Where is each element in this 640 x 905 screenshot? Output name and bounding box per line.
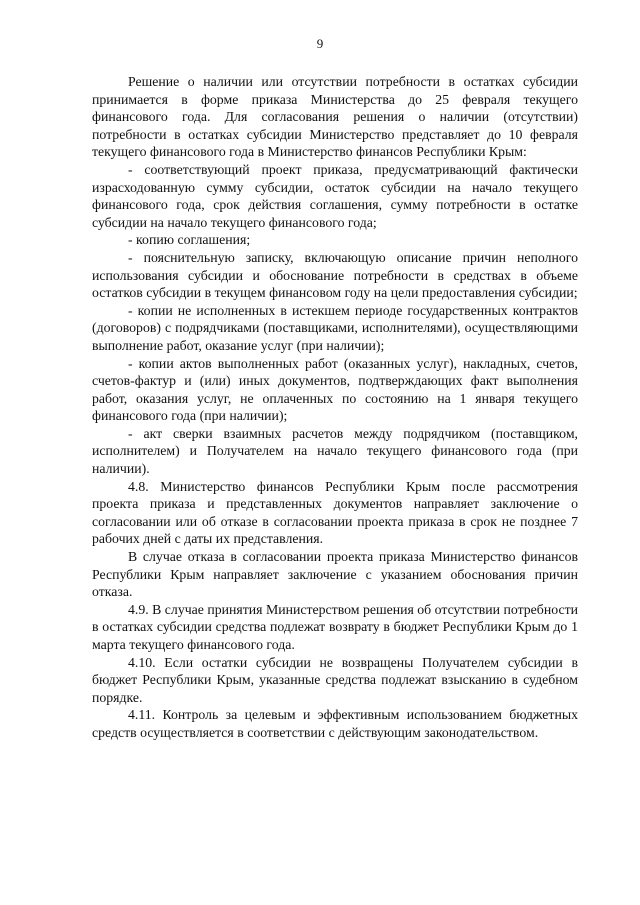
list-item-reconciliation-act: - акт сверки взаимных расчетов между подрядчиком (поставщиком, исполнителем) и Получателем на начало текущего финансового года (при наличии). — [92, 425, 578, 477]
paragraph-4-11: 4.11. Контроль за целевым и эффективным использованием бюджетных средств осуществляется в соответствии с действующим законодательством. — [92, 707, 578, 740]
paragraph-4-9: 4.9. В случае принятия Министерством решения об отсутствии потребности в остатках субсидии средства подлежат возврату в бюджет Республики Крым до 1 марта текущего финансового года. — [92, 601, 578, 652]
list-item-acts-copies: - копии актов выполненных работ (оказанных услуг), накладных, счетов, счетов-фактур и (или) иных документов, подтверждающих факт выполнения работ, оказания услуг, не оплаченных по состоянию на 1 января текущего финансового года (при наличии); — [92, 355, 578, 424]
list-item-explanatory-note: - пояснительную записку, включающую описание причин неполного использования субсидии и обоснование потребности в средствах в объеме остатков субсидии в текущем финансовом году на цели предоставления субсидии; — [92, 249, 578, 301]
list-item-agreement-copy: - копию соглашения; — [128, 232, 251, 248]
paragraph-subsidy-decision: Решение о наличии или отсутствии потребности в остатках субсидии принимается в форме приказа Министерства до 25 февраля текущего финансового года. Для согласования решения о наличии (отсутствии) потребности в остатках субсидии Министерство представляет до 10 февраля текущего финансового года в Министерство финансов Республики Крым: — [92, 74, 578, 160]
page-number: 9 — [316, 36, 324, 51]
list-item-draft-order: - соответствующий проект приказа, предусматривающий фактически израсходованную сумму субсидии, остаток субсидии на начало текущего финансового года, срок действия соглашения, сумму потребности в остатке субсидии на начало текущего финансового года; — [92, 161, 578, 230]
paragraph-4-10: 4.10. Если остатки субсидии не возвращены Получателем субсидии в бюджет Республики Крым, указанные средства подлежат взысканию в судебном порядке. — [92, 654, 578, 705]
paragraph-4-8: 4.8. Министерство финансов Республики Крым после рассмотрения проекта приказа и представленных документов направляет заключение о согласовании или об отказе в согласовании проекта приказа в срок не позднее 7 рабочих дней с даты их представления. — [92, 478, 578, 547]
list-item-contract-copies: - копии не исполненных в истекшем периоде государственных контрактов (договоров) с подрядчиками (поставщиками, исполнителями), осуществляющими выполнение работ, оказание услуг (при наличии); — [92, 302, 578, 353]
paragraph-refusal: В случае отказа в согласовании проекта приказа Министерство финансов Республики Крым направляет заключение с указанием обоснования причин отказа. — [92, 549, 578, 600]
document-body — [92, 73, 578, 742]
